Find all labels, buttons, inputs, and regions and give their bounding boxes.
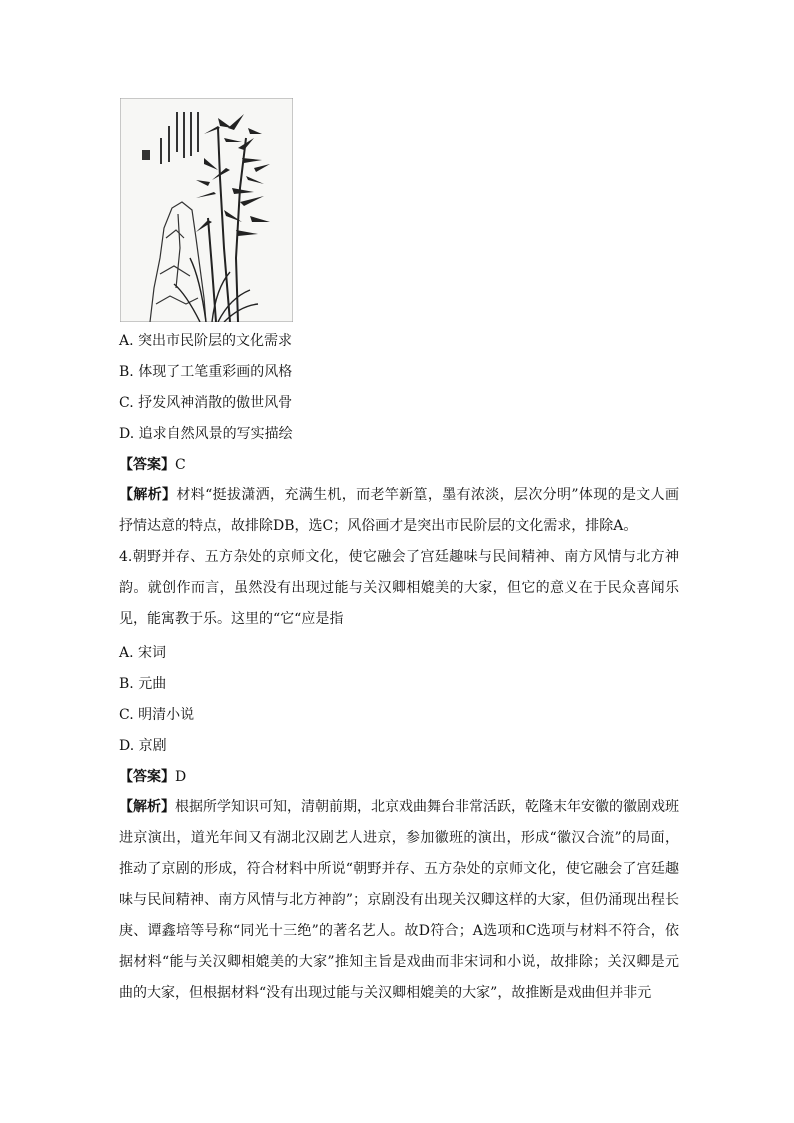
- seal-stamp: [142, 150, 150, 160]
- q3-option-b: B. 体现了工笔重彩画的风格: [119, 364, 293, 380]
- q4-option-c: C. 明清小说: [119, 707, 195, 723]
- q3-option-d: D. 追求自然风景的写实描绘: [119, 426, 293, 442]
- q3-analysis-text: 材料“挺拔潇洒，充满生机，而老竿新篁，墨有浓淡，层次分明”体现的是文人画抒情达意的特点，故排除DB，选C；风俗画才是突出市民阶层的文化需求，排除A。: [119, 487, 680, 534]
- q4-answer-label: 【答案】: [119, 769, 175, 785]
- q4-answer: [119, 767, 186, 787]
- q3-analysis-label: 【解析】: [119, 487, 177, 503]
- painting-svg: [120, 98, 293, 322]
- q3-option-a: A. 突出市民阶层的文化需求: [119, 333, 293, 349]
- q4-option-d: D. 京剧: [119, 738, 167, 754]
- q3-answer-label: 【答案】: [119, 457, 175, 473]
- bamboo-rock-painting: [120, 98, 293, 322]
- q4-analysis-text: 根据所学知识可知，清朝前期，北京戏曲舞台非常活跃，乾隆末年安徽的徽剧戏班进京演出，道光年间又有湖北汉剧艺人进京，参加徽班的演出，形成“徽汉合流”的局面，推动了京剧的形成，符合材料中所说“朝野并存、五方杂处的京师文化，使它融会了宫廷趣味与民间精神、南方风情与北方神韵”；京剧没有出现关汉卿这样的大家，但仍涌现出程长庚、谭鑫培等号称“同光十三绝”的著名艺人。故D符合；A选项和C选项与材料不符合，依据材料“能与关汉卿相媲美的大家”推知主旨是戏曲而非宋词和小说，故排除；关汉卿是元曲的大家，但根据材料“没有出现过能与关汉卿相媲美的大家”，故推断是戏曲但并非元: [119, 799, 679, 1001]
- q4-answer-value: D: [175, 769, 187, 785]
- q3-analysis: [119, 480, 679, 542]
- q3-answer: [119, 455, 186, 475]
- q3-answer-value: C: [175, 457, 186, 473]
- q4-option-a: A. 宋词: [119, 645, 167, 661]
- q4-stem: 4.朝野并存、五方杂处的京师文化，使它融会了宫廷趣味与民间精神、南方风情与北方神韵。就创作而言，虽然没有出现过能与关汉卿相媲美的大家，但它的意义在于民众喜闻乐见，能寓教于乐。这里的“它“应是指: [119, 549, 679, 627]
- q3-option-c: C. 抒发风神消散的傲世风骨: [119, 395, 293, 411]
- q4-analysis: [119, 792, 679, 1009]
- q4-analysis-label: 【解析】: [119, 799, 175, 815]
- q4-option-b: B. 元曲: [119, 676, 167, 692]
